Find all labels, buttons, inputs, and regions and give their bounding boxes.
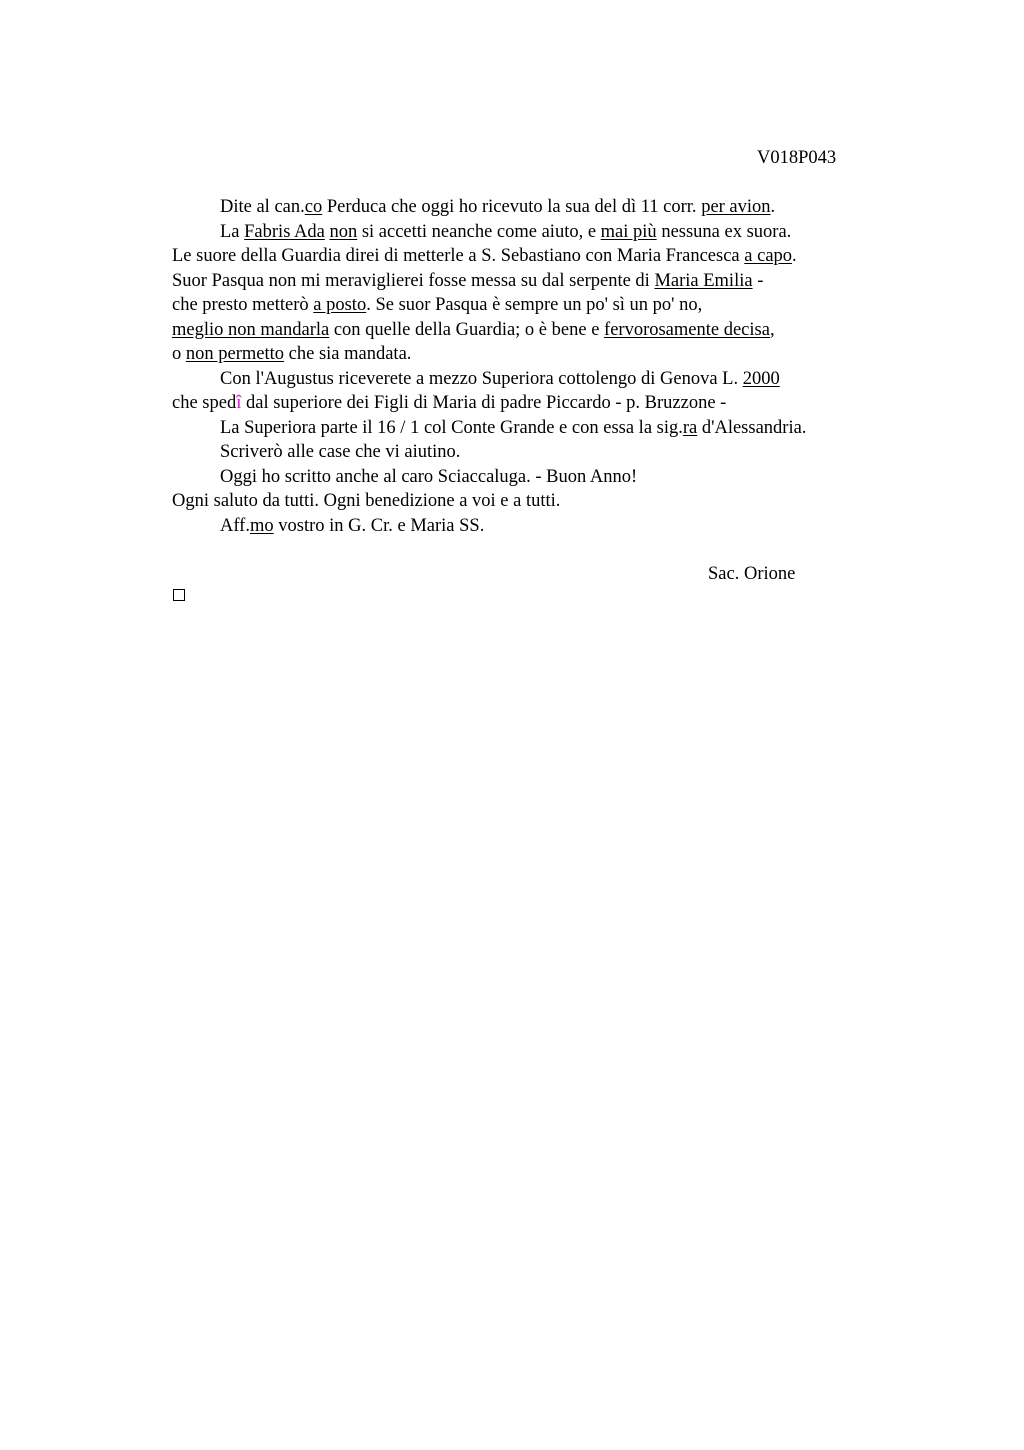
- letter-body: [172, 195, 892, 538]
- letter-line-8: Con l'Augustus riceverete a mezzo Superiora cottolengo di Genova L. 2000: [220, 368, 780, 389]
- accented-character: î: [236, 393, 242, 413]
- document-id: V018P043: [757, 148, 837, 168]
- letter-line-10: La Superiora parte il 16 / 1 col Conte Grande e con essa la sig.ra d'Alessandria.: [220, 417, 807, 438]
- letter-line-4: Suor Pasqua non mi meraviglierei fosse messa su dal serpente di Maria Emilia -: [172, 270, 764, 291]
- letter-line-6: meglio non mandarla con quelle della Guardia; o è bene e fervorosamente decisa,: [172, 319, 775, 340]
- letter-line-9: che spedî dal superiore dei Figli di Maria di padre Piccardo - p. Bruzzone -: [172, 393, 727, 413]
- letter-line-2: La Fabris Ada non si accetti neanche come aiuto, e mai più nessuna ex suora.: [220, 221, 792, 242]
- letter-line-7: o non permetto che sia mandata.: [172, 344, 412, 364]
- signature: Sac. Orione: [708, 564, 796, 584]
- letter-line-11: Scriverò alle case che vi aiutino.: [220, 442, 461, 462]
- letter-line-1: Dite al can.co Perduca che oggi ho ricevuto la sua del dì 11 corr. per avion.: [220, 197, 776, 217]
- letter-line-14: Aff.mo vostro in G. Cr. e Maria SS.: [220, 515, 485, 536]
- letter-line-12: Oggi ho scritto anche al caro Sciaccaluga. - Buon Anno!: [220, 466, 638, 487]
- letter-line-13: Ogni saluto da tutti. Ogni benedizione a voi e a tutti.: [172, 491, 561, 511]
- letter-line-3: Le suore della Guardia direi di metterle a S. Sebastiano con Maria Francesca a capo.: [172, 246, 797, 266]
- letter-line-5: che presto metterò a posto. Se suor Pasqua è sempre un po' sì un po' no,: [172, 295, 703, 315]
- empty-square-icon: [173, 589, 185, 601]
